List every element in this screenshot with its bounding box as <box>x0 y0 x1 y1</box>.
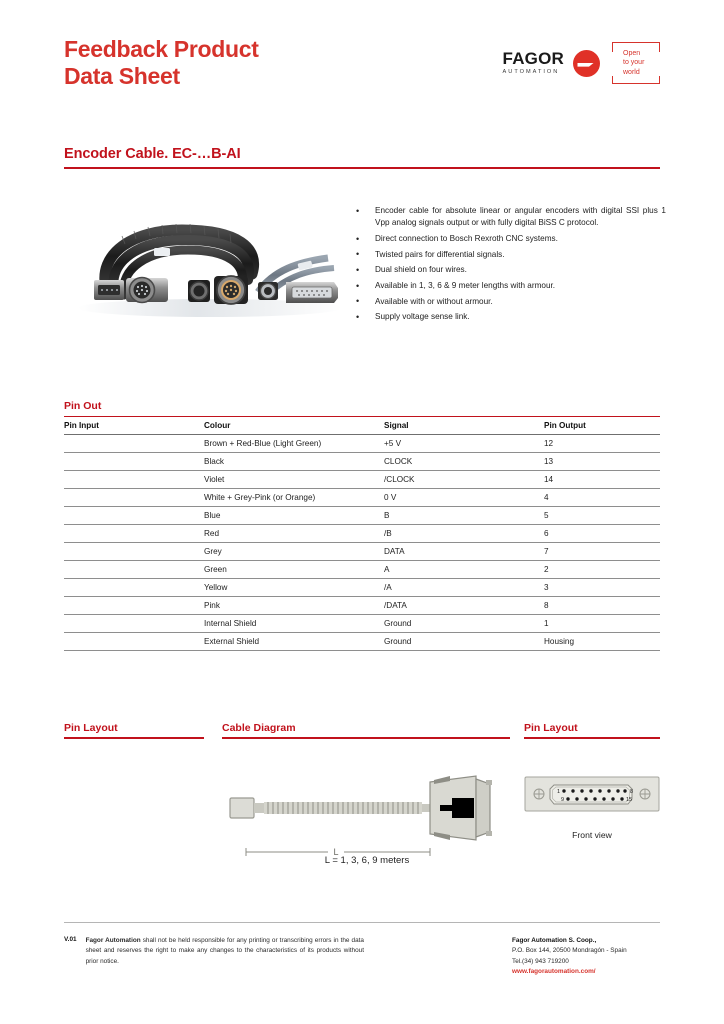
pin-number-bottom-first: 9 <box>560 797 564 803</box>
cell-signal: Ground <box>384 633 544 651</box>
cell-pin-input <box>64 579 204 597</box>
front-view-caption: Front view <box>572 830 612 840</box>
footer-divider <box>64 922 660 923</box>
table-row <box>64 633 660 651</box>
disclaimer-body: shall not be held responsible for any printing or transcribing errors in the data sheet and reserves the right to make any changes to the characteristics of its products without prior notice. <box>85 937 364 965</box>
cable-diagram-heading-block <box>222 722 510 739</box>
cell-colour: Violet <box>204 471 384 489</box>
cell-colour: Yellow <box>204 579 384 597</box>
circular-connector-4 <box>258 282 278 300</box>
pin-layout-left-divider <box>64 737 204 739</box>
logo-claim-box <box>612 42 660 84</box>
table-row <box>64 561 660 579</box>
list-item: • Available in 1, 3, 6 & 9 meter lengths with armour. <box>348 280 666 292</box>
db15-pin-layout-drawing <box>524 774 660 821</box>
table-row <box>64 615 660 633</box>
cell-colour: Grey <box>204 543 384 561</box>
pinout-section <box>64 400 660 651</box>
cell-signal: /B <box>384 525 544 543</box>
company-address: P.O. Box 144, 20500 Mondragón - Spain <box>512 947 627 955</box>
cell-pin-output: 4 <box>544 489 660 507</box>
pin-layout-left-heading: Pin Layout <box>64 722 118 734</box>
document-title-line-2: Data Sheet <box>64 62 180 89</box>
diagrams-section <box>64 722 660 866</box>
column-header-pin-input: Pin Input <box>64 417 204 435</box>
fagor-logo <box>503 42 660 84</box>
cell-signal: Ground <box>384 615 544 633</box>
cell-signal: A <box>384 561 544 579</box>
diagram-headings <box>64 722 660 744</box>
disclaimer-text <box>86 936 364 967</box>
feature-items <box>348 205 666 324</box>
product-title-section <box>64 146 660 169</box>
cell-signal: B <box>384 507 544 525</box>
feature-list <box>348 205 666 327</box>
product-title-divider <box>64 167 660 169</box>
circular-connector-2 <box>188 280 210 302</box>
cell-pin-output: Housing <box>544 633 660 651</box>
pin-layout-left-heading-block <box>64 722 204 739</box>
list-item: • Direct connection to Bosch Rexroth CNC systems. <box>348 233 666 245</box>
column-header-signal: Signal <box>384 417 544 435</box>
cell-pin-output: 6 <box>544 525 660 543</box>
logo-claim-line-2: to your <box>623 59 645 67</box>
fagor-swoosh-icon <box>573 50 600 77</box>
cell-signal: CLOCK <box>384 453 544 471</box>
cell-signal: /A <box>384 579 544 597</box>
document-title-line-1: Feedback Product <box>64 36 259 62</box>
logo-claim-line-1: Open <box>623 49 641 57</box>
company-phone: Tel.(34) 943 719200 <box>512 957 569 965</box>
pin-layout-right-heading: Pin Layout <box>524 722 578 734</box>
cell-pin-output: 12 <box>544 435 660 453</box>
list-item: • Available with or without armour. <box>348 296 666 308</box>
cell-pin-input <box>64 597 204 615</box>
table-row <box>64 489 660 507</box>
version-label: V.01 <box>64 936 77 943</box>
pin-layout-right-divider <box>524 737 660 739</box>
table-row <box>64 543 660 561</box>
cell-pin-input <box>64 543 204 561</box>
cell-pin-output: 2 <box>544 561 660 579</box>
footer-disclaimer-block <box>64 936 364 967</box>
pinout-table-body <box>64 435 660 651</box>
company-name: Fagor Automation S. Coop., <box>512 937 597 944</box>
pin-number-bottom-last: 15 <box>626 797 633 803</box>
cell-colour: Blue <box>204 507 384 525</box>
product-title: Encoder Cable. EC-…B-AI <box>64 146 241 162</box>
table-row <box>64 435 660 453</box>
cell-pin-output: 13 <box>544 453 660 471</box>
page-header <box>64 36 660 106</box>
dsub-connector-right <box>286 282 338 303</box>
pin-number-top-last: 8 <box>630 789 634 795</box>
cell-colour: Red <box>204 525 384 543</box>
cell-pin-output: 8 <box>544 597 660 615</box>
table-row <box>64 471 660 489</box>
cable-length-note: L = 1, 3, 6, 9 meters <box>324 855 410 866</box>
list-item: • Supply voltage sense link. <box>348 311 666 323</box>
table-row <box>64 597 660 615</box>
logo-claim-text <box>613 49 659 77</box>
product-photo <box>62 196 348 322</box>
table-row <box>64 579 660 597</box>
cable-diagram-drawing <box>224 770 510 865</box>
cell-pin-input <box>64 633 204 651</box>
logo-wordmark <box>503 50 564 75</box>
cell-pin-output: 7 <box>544 543 660 561</box>
pin-layout-right-heading-block <box>524 722 660 739</box>
cell-colour: Brown + Red-Blue (Light Green) <box>204 435 384 453</box>
pin-number-top-first: 1 <box>556 789 560 795</box>
dsub-connector-left <box>94 280 124 300</box>
table-header-row <box>64 417 660 435</box>
column-header-pin-output: Pin Output <box>544 417 660 435</box>
logo-claim-line-3: world <box>623 68 640 76</box>
cell-pin-input <box>64 453 204 471</box>
cell-pin-input <box>64 471 204 489</box>
cable-diagram-divider <box>222 737 510 739</box>
cell-colour: White + Grey-Pink (or Orange) <box>204 489 384 507</box>
dimension-label-L: L <box>333 847 339 857</box>
column-header-colour: Colour <box>204 417 384 435</box>
cell-colour: Pink <box>204 597 384 615</box>
table-row <box>64 453 660 471</box>
cell-signal: DATA <box>384 543 544 561</box>
logo-brand-text: FAGOR <box>502 49 564 69</box>
cell-signal: /DATA <box>384 597 544 615</box>
cell-pin-input <box>64 525 204 543</box>
cable-diagram-heading: Cable Diagram <box>222 722 296 734</box>
cell-pin-output: 5 <box>544 507 660 525</box>
pinout-heading: Pin Out <box>64 400 102 412</box>
cell-pin-output: 1 <box>544 615 660 633</box>
table-row <box>64 507 660 525</box>
cell-signal: 0 V <box>384 489 544 507</box>
table-row <box>64 525 660 543</box>
circular-connector-3 <box>214 276 248 304</box>
pinout-table <box>64 416 660 651</box>
cell-pin-output: 3 <box>544 579 660 597</box>
cell-pin-input <box>64 435 204 453</box>
cell-signal: +5 V <box>384 435 544 453</box>
cell-pin-input <box>64 561 204 579</box>
cell-colour: Green <box>204 561 384 579</box>
cell-colour: Internal Shield <box>204 615 384 633</box>
circular-connector-1 <box>126 278 168 303</box>
cell-pin-input <box>64 507 204 525</box>
footer-contact-block <box>512 936 672 978</box>
cell-signal: /CLOCK <box>384 471 544 489</box>
list-item: • Twisted pairs for differential signals. <box>348 249 666 261</box>
cell-colour: Black <box>204 453 384 471</box>
cell-pin-input <box>64 489 204 507</box>
cell-colour: External Shield <box>204 633 384 651</box>
cell-pin-output: 14 <box>544 471 660 489</box>
cell-pin-input <box>64 615 204 633</box>
company-website-link[interactable]: www.fagorautomation.com/ <box>512 968 596 976</box>
list-item: • Encoder cable for absolute linear or angular encoders with digital SSI plus 1 Vpp analog signals output or with fully digital BiSS C protocol. <box>348 205 666 230</box>
list-item: • Dual shield on four wires. <box>348 264 666 276</box>
disclaimer-company-name: Fagor Automation <box>85 937 141 944</box>
logo-subtitle-text: AUTOMATION <box>502 68 560 75</box>
